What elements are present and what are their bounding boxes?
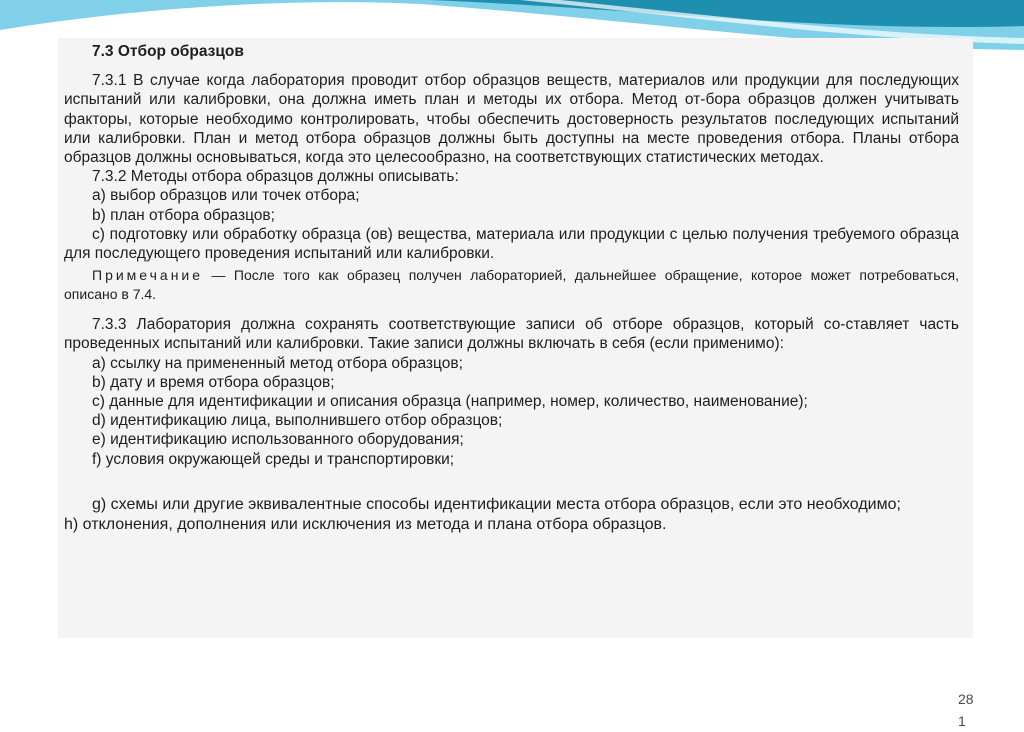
list-item: b) план отбора образцов; xyxy=(92,206,275,224)
list-item: e) идентификацию использованного оборудования; xyxy=(92,431,464,449)
page-number-text: 28 1 xyxy=(958,691,974,729)
list-item: а) ссылку на примененный метод отбора образцов; xyxy=(92,354,463,372)
list-item: f) условия окружающей среды и транспортировки; xyxy=(92,450,455,468)
section-title: 7.3 Отбор образцов xyxy=(92,43,244,60)
page-number xyxy=(958,688,974,732)
list-item: d) идентификацию лица, выполнившего отбор образцов; xyxy=(92,412,503,430)
note-text: — После того как образец получен лабораторией, дальнейшее обращение, которое может потребоваться, описано в 7.4. xyxy=(64,267,959,302)
paragraph-7-3-1: 7.3.1 В случае когда лаборатория проводит отбор образцов веществ, материалов или продукции для последующих испытаний или калибровки, она должна иметь план и методы их отбора. Метод от-бора образцов должен учитывать факторы, которые необходимо контролировать, чтобы обеспечить достоверность результатов последующих испытаний или калибровки. План и метод отбора образцов должны быть доступны на месте проведения отбора. Планы отбора образцов должны основываться, когда это целесообразно, на соответствующих статистических методах. xyxy=(64,72,959,167)
list-item: g) схемы или другие эквивалентные способы идентификации места отбора образцов, если это необходимо; xyxy=(92,495,901,513)
list-item: b) дату и время отбора образцов; xyxy=(92,373,335,391)
document-text-panel xyxy=(58,38,973,638)
paragraph-7-3-3: 7.3.3 Лаборатория должна сохранять соответствующие записи об отборе образцов, который со-ставляет часть проведенных испытаний или калибровки. Такие записи должны включать в себя (если применимо): xyxy=(64,316,959,353)
paragraph-7-3-2: 7.3.2 Методы отбора образцов должны описывать: xyxy=(92,168,459,186)
list-item: c) подготовку или обработку образца (ов) вещества, материала или продукции с целью получения требуемого образца для последующего проведения испытаний или калибровки. xyxy=(64,225,959,263)
note-label: Примечание xyxy=(92,267,204,284)
list-item: h) отклонения, дополнения или исключения из метода и плана отбора образцов. xyxy=(64,516,667,534)
list-item: а) выбор образцов или точек отбора; xyxy=(92,187,360,205)
note xyxy=(64,266,959,303)
list-item: c) данные для идентификации и описания образца (например, номер, количество, наименование); xyxy=(92,393,808,411)
